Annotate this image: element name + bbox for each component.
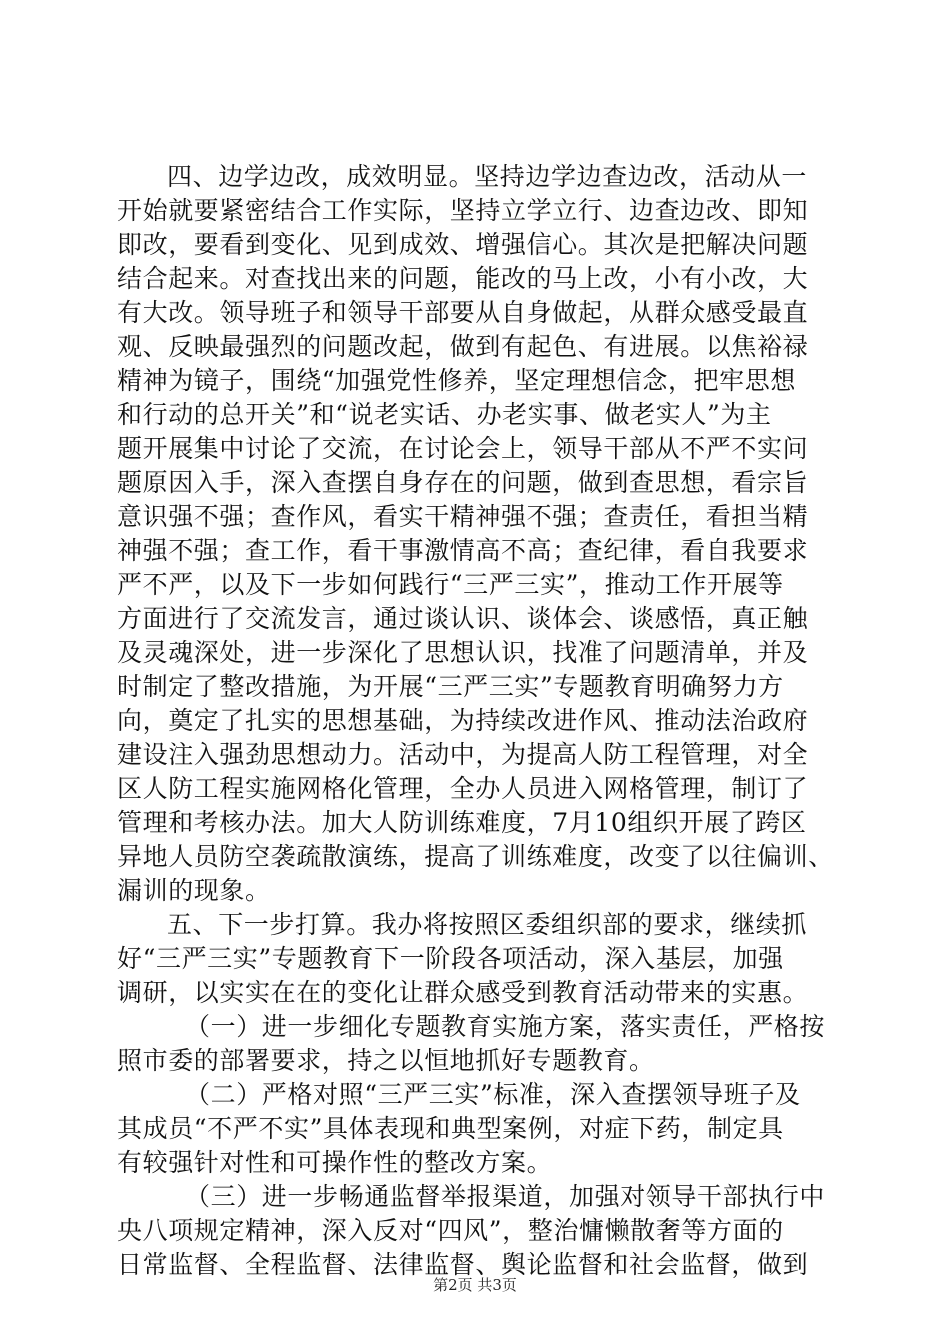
paragraph-line: 精神为镜子，围绕“加强党性修养，坚定理想信念，把牢思想 [117,366,796,395]
paragraph-line: 方面进行了交流发言，通过谈认识、谈体会、谈感悟，真正触 [117,604,809,633]
paragraph-line: 题开展集中讨论了交流，在讨论会上，领导干部从不严不实问 [117,434,809,463]
paragraph-line: 有大改。领导班子和领导干部要从自身做起，从群众感受最直 [117,298,809,327]
paragraph-line: 开始就要紧密结合工作实际，坚持立学立行、边查边改、即知 [117,196,809,225]
paragraph-line: 区人防工程实施网格化管理，全办人员进入网格管理，制订了 [117,774,809,803]
paragraph-line: （二）严格对照“三严三实”标准，深入查摆领导班子及 [185,1080,801,1109]
paragraph-line: 神强不强；查工作，看干事激情高不高；查纪律，看自我要求 [117,536,809,565]
paragraph-line: 题原因入手，深入查摆自身存在的问题，做到查思想，看宗旨 [117,468,809,497]
paragraph-line: 异地人员防空袭疏散演练，提高了训练难度，改变了以往偏训、 [117,842,834,871]
paragraph-line: 和行动的总开关”和“说老实话、办老实事、做老实人”为主 [117,400,772,429]
paragraph-line: 即改，要看到变化、见到成效、增强信心。其次是把解决问题 [117,230,809,259]
paragraph-line: 建设注入强劲思想动力。活动中，为提高人防工程管理，对全 [117,740,809,769]
page-number-footer: 第2页 共3页 [433,1276,517,1294]
paragraph-line: 其成员“不严不实”具体表现和典型案例，对症下药，制定具 [117,1114,784,1143]
paragraph-line: 调研，以实实在在的变化让群众感受到教育活动带来的实惠。 [117,978,809,1007]
paragraph-line: 有较强针对性和可操作性的整改方案。 [117,1148,553,1177]
document-body [117,160,834,1282]
paragraph-line: 漏训的现象。 [117,876,271,905]
paragraph-line: 央八项规定精神，深入反对“四风”，整治慵懒散奢等方面的 [117,1216,784,1245]
paragraph-line: （三）进一步畅通监督举报渠道，加强对领导干部执行中 [185,1182,826,1211]
paragraph-line: 照市委的部署要求，持之以恒地抓好专题教育。 [117,1046,655,1075]
paragraph-line: 观、反映最强烈的问题改起，做到有起色、有进展。以焦裕禄 [117,332,809,361]
paragraph-line: 管理和考核办法。加大人防训练难度，7月10组织开展了跨区 [117,808,807,837]
paragraph-line: 时制定了整改措施，为开展“三严三实”专题教育明确努力方 [117,672,784,701]
paragraph-line: 意识强不强；查作风，看实干精神强不强；查责任，看担当精 [117,502,809,531]
paragraph-line: 结合起来。对查找出来的问题，能改的马上改，小有小改，大 [117,264,809,293]
paragraph-line: 严不严，以及下一步如何践行“三严三实”，推动工作开展等 [117,570,784,599]
paragraph-line: 四、边学边改，成效明显。坚持边学边查边改，活动从一 [167,162,808,191]
paragraph-line: 五、下一步打算。我办将按照区委组织部的要求，继续抓 [167,910,808,939]
paragraph-line: 向，奠定了扎实的思想基础，为持续改进作风、推动法治政府 [117,706,809,735]
paragraph-line: （一）进一步细化专题教育实施方案，落实责任，严格按 [185,1012,826,1041]
paragraph-line: 好“三严三实”专题教育下一阶段各项活动，深入基层，加强 [117,944,784,973]
paragraph-line: 日常监督、全程监督、法律监督、舆论监督和社会监督，做到 [117,1250,809,1279]
paragraph-line: 及灵魂深处，进一步深化了思想认识，找准了问题清单，并及 [117,638,809,667]
